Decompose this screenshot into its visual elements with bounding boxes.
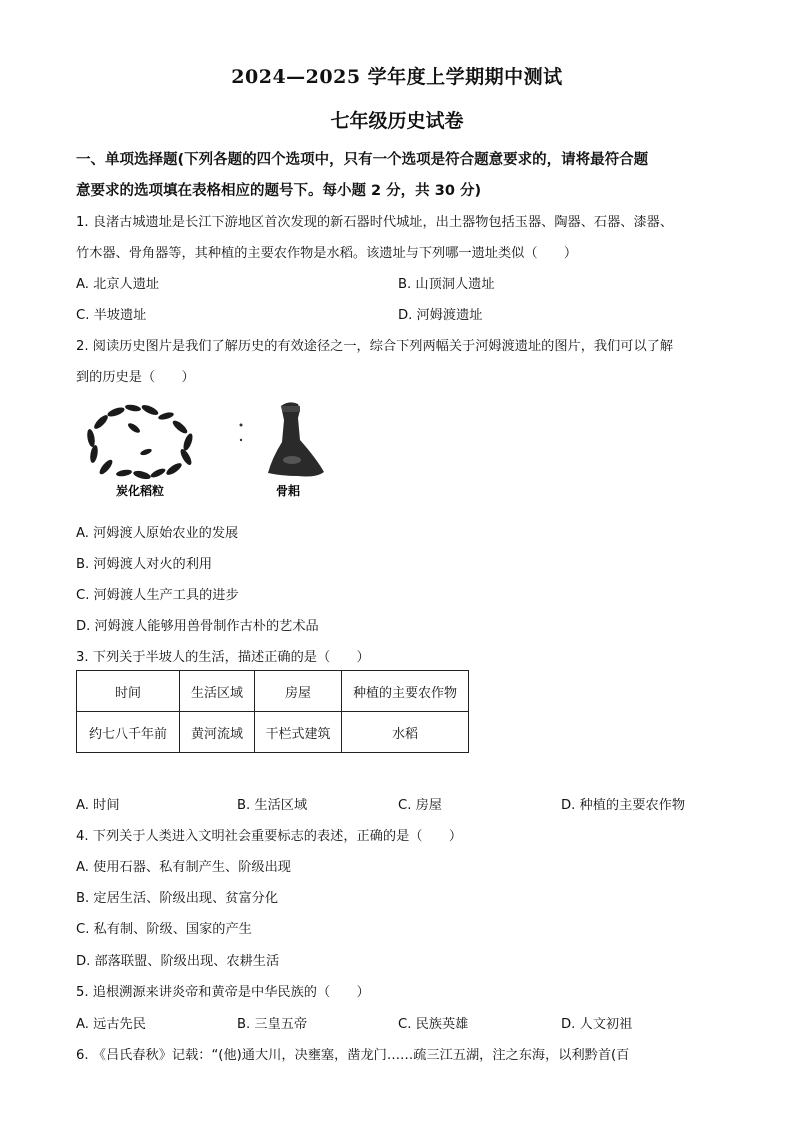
q2-figure	[76, 400, 346, 500]
q1-option-a: A. 北京人遗址	[76, 277, 160, 292]
q3-option-c: C. 房屋	[398, 798, 442, 813]
q5-option-a: A. 远古先民	[76, 1017, 146, 1032]
q5-stem: 5. 追根溯源来讲炎帝和黄帝是中华民族的（ ）	[76, 985, 370, 1000]
bone-spade-illustration	[268, 402, 324, 476]
q5-option-b: B. 三皇五帝	[237, 1017, 308, 1032]
q5-option-c: C. 民族英雄	[398, 1017, 469, 1032]
q4-option-d: D. 部落联盟、阶级出现、农耕生活	[76, 954, 280, 969]
q2-option-d: D. 河姆渡人能够用兽骨制作古朴的艺术品	[76, 619, 319, 634]
table-header-cell: 生活区域	[180, 671, 255, 712]
table-cell: 干栏式建筑	[255, 712, 342, 753]
carbonized-rice-illustration	[76, 400, 346, 500]
q2-option-c: C. 河姆渡人生产工具的进步	[76, 588, 239, 603]
q3-option-a: A. 时间	[76, 798, 120, 813]
q5-option-d: D. 人文初祖	[561, 1017, 633, 1032]
q6-stem-line-1: 6. 《吕氏春秋》记载：“(他)通大川，决壅塞，凿龙门……疏三江五湖，注之东海，以利黔首(百	[76, 1048, 630, 1063]
q4-option-b: B. 定居生活、阶级出现、贫富分化	[76, 891, 279, 906]
q3-table	[76, 670, 469, 753]
q1-stem-line-2: 竹木器、骨角器等，其种植的主要农作物是水稻。该遗址与下列哪一遗址类似（ ）	[76, 246, 578, 261]
table-header-row	[77, 671, 469, 712]
exam-subtitle: 七年级历史试卷	[330, 110, 464, 132]
q4-option-c: C. 私有制、阶级、国家的产生	[76, 922, 252, 937]
q1-stem-line-1: 1. 良渚古城遗址是长江下游地区首次发现的新石器时代城址，出土器物包括玉器、陶器、石器、漆器、	[76, 215, 674, 230]
fig-left-caption: 炭化稻粒	[116, 484, 165, 498]
section-line-1: 一、单项选择题(下列各题的四个选项中，只有一个选项是符合题意要求的，请将最符合题	[76, 152, 649, 168]
table-row	[77, 712, 469, 753]
table-cell: 水稻	[342, 712, 469, 753]
q2-option-b: B. 河姆渡人对火的利用	[76, 557, 213, 572]
q4-option-a: A. 使用石器、私有制产生、阶级出现	[76, 860, 291, 875]
section-instructions	[76, 145, 726, 207]
table-header-cell: 时间	[77, 671, 180, 712]
table-header-cell: 种植的主要农作物	[342, 671, 469, 712]
q2-option-a: A. 河姆渡人原始农业的发展	[76, 526, 239, 541]
q2-stem-line-1: 2. 阅读历史图片是我们了解历史的有效途径之一，综合下列两幅关于河姆渡遗址的图片，我们可以了解	[76, 339, 674, 354]
q3-stem: 3. 下列关于半坡人的生活，描述正确的是（ ）	[76, 650, 370, 665]
q1-option-c: C. 半坡遗址	[76, 308, 147, 323]
table-header-cell: 房屋	[255, 671, 342, 712]
exam-title: 2024—2025 学年度上学期期中测试	[231, 66, 563, 88]
fig-right-caption: 骨耜	[276, 484, 301, 498]
table-cell: 约七八千年前	[77, 712, 180, 753]
q2-stem-line-2: 到的历史是（ ）	[76, 370, 195, 385]
q3-option-d: D. 种植的主要农作物	[561, 798, 686, 813]
q4-stem: 4. 下列关于人类进入文明社会重要标志的表述，正确的是（ ）	[76, 829, 463, 844]
q1-option-d: D. 河姆渡遗址	[398, 308, 483, 323]
q1-option-b: B. 山顶洞人遗址	[398, 277, 495, 292]
table-cell: 黄河流域	[180, 712, 255, 753]
section-line-2: 意要求的选项填在表格相应的题号下。每小题 2 分，共 30 分)	[76, 183, 482, 199]
q3-option-b: B. 生活区域	[237, 798, 308, 813]
